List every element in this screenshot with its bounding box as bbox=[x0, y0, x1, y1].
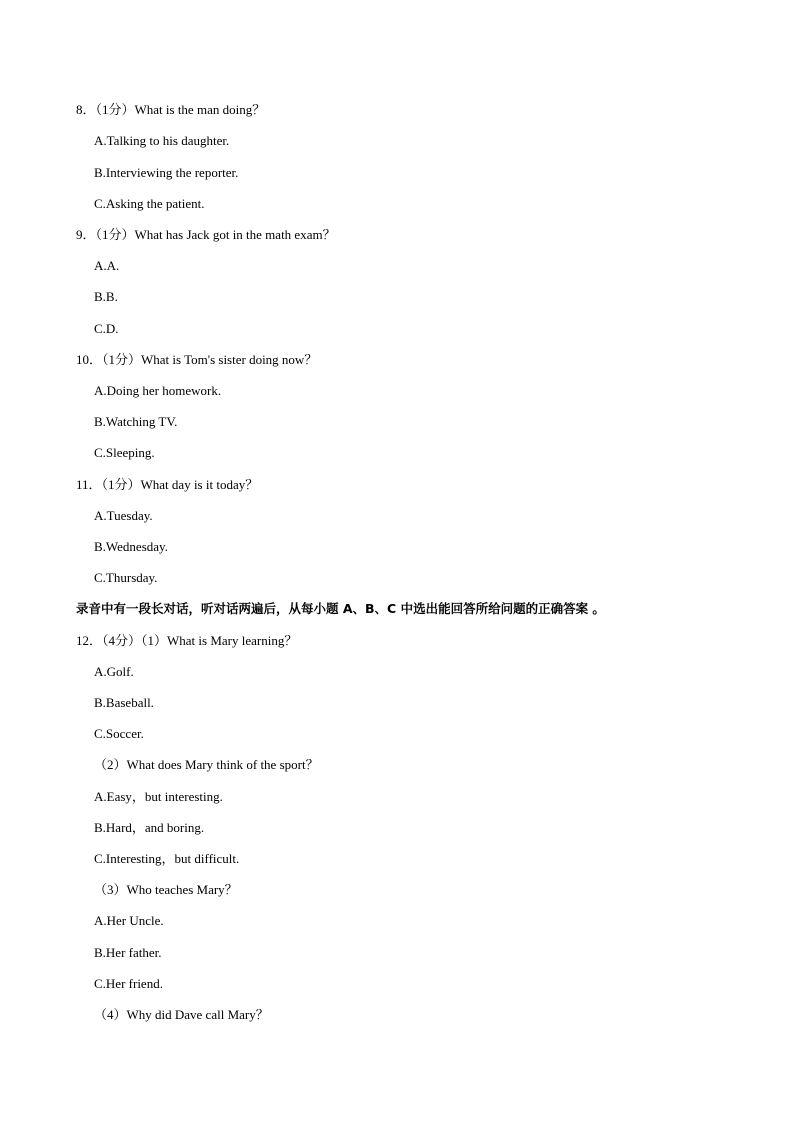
question-8-option-a[interactable]: A.Talking to his daughter. bbox=[94, 133, 230, 148]
question-8-option-b[interactable]: B.Interviewing the reporter. bbox=[94, 165, 239, 180]
question-9-stem: 9．（1分）What has Jack got in the math exam？ bbox=[76, 227, 336, 242]
question-10-option-c[interactable]: C.Sleeping. bbox=[94, 445, 155, 460]
question-11-option-b[interactable]: B.Wednesday. bbox=[94, 539, 168, 554]
question-9-option-c[interactable]: C.D. bbox=[94, 321, 119, 336]
question-12-4-stem: （4）Why did Dave call Mary？ bbox=[94, 1007, 269, 1022]
section-instruction: 录音中有一段长对话，听对话两遍后，从每小题 A、B、C 中选出能回答所给问题的正确答案 。 bbox=[76, 601, 605, 616]
question-12-1-option-b[interactable]: B.Baseball. bbox=[94, 695, 154, 710]
question-12-1-option-c[interactable]: C.Soccer. bbox=[94, 726, 144, 741]
question-10-option-b[interactable]: B.Watching TV. bbox=[94, 414, 178, 429]
question-11-option-c[interactable]: C.Thursday. bbox=[94, 570, 158, 585]
question-12-stem: 12．（4分）（1）What is Mary learning？ bbox=[76, 633, 298, 648]
question-12-3-option-c[interactable]: C.Her friend. bbox=[94, 976, 163, 991]
question-9-option-a[interactable]: A.A. bbox=[94, 258, 120, 273]
question-12-2-option-a[interactable]: A.Easy，but interesting. bbox=[94, 789, 223, 804]
question-10-option-a[interactable]: A.Doing her homework. bbox=[94, 383, 222, 398]
question-11-stem: 11．（1分）What day is it today？ bbox=[76, 477, 259, 492]
question-12-1-option-a[interactable]: A.Golf. bbox=[94, 664, 134, 679]
question-12-3-stem: （3）Who teaches Mary？ bbox=[94, 882, 238, 897]
question-12-2-option-c[interactable]: C.Interesting，but difficult. bbox=[94, 851, 240, 866]
question-8-option-c[interactable]: C.Asking the patient. bbox=[94, 196, 205, 211]
question-9-option-b[interactable]: B.B. bbox=[94, 289, 118, 304]
question-10-stem: 10．（1分）What is Tom's sister doing now？ bbox=[76, 352, 318, 367]
question-12-3-option-a[interactable]: A.Her Uncle. bbox=[94, 913, 164, 928]
question-8-stem: 8．（1分）What is the man doing？ bbox=[76, 102, 266, 117]
question-11-option-a[interactable]: A.Tuesday. bbox=[94, 508, 153, 523]
question-12-2-option-b[interactable]: B.Hard，and boring. bbox=[94, 820, 205, 835]
question-12-2-stem: （2）What does Mary think of the sport？ bbox=[94, 757, 319, 772]
question-12-3-option-b[interactable]: B.Her father. bbox=[94, 945, 162, 960]
